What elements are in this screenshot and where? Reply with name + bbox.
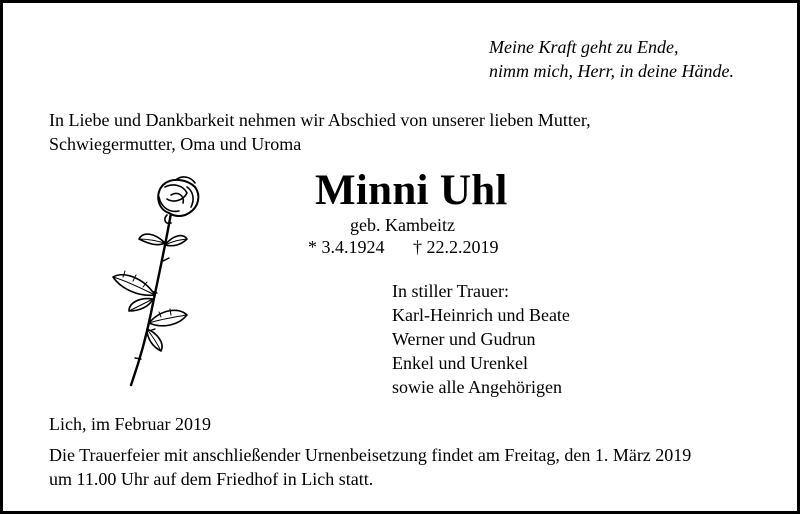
mourner-line: sowie alle Angehörigen bbox=[392, 377, 562, 397]
deceased-name: Minni Uhl bbox=[315, 167, 508, 214]
mourner-line: Karl-Heinrich und Beate bbox=[392, 305, 570, 325]
intro-line: In Liebe und Dankbarkeit nehmen wir Abschied von unserer lieben Mutter, bbox=[49, 110, 591, 130]
mourners-heading: In stiller Trauer: bbox=[392, 281, 509, 301]
mourners-block bbox=[392, 279, 570, 399]
funeral-line: Die Trauerfeier mit anschließender Urnenbeisetzung findet am Freitag, den 1. März 2019 bbox=[49, 445, 692, 465]
intro-text bbox=[49, 108, 591, 156]
mourner-line: Enkel und Urenkel bbox=[392, 353, 528, 373]
death-date: † 22.2.2019 bbox=[413, 237, 499, 257]
funeral-info bbox=[49, 443, 691, 491]
funeral-line: um 11.00 Uhr auf dem Friedhof in Lich statt. bbox=[49, 469, 374, 489]
life-dates bbox=[308, 236, 499, 258]
place-and-date: Lich, im Februar 2019 bbox=[49, 414, 211, 434]
motto-line: nimm mich, Herr, in deine Hände. bbox=[489, 61, 734, 81]
birth-date: * 3.4.1924 bbox=[308, 237, 385, 257]
maiden-name: geb. Kambeitz bbox=[350, 215, 455, 235]
motto-verse bbox=[489, 35, 734, 83]
rose-illustration bbox=[99, 173, 219, 393]
intro-line: Schwiegermutter, Oma und Uroma bbox=[49, 134, 302, 154]
mourner-line: Werner und Gudrun bbox=[392, 329, 536, 349]
motto-line: Meine Kraft geht zu Ende, bbox=[489, 37, 679, 57]
